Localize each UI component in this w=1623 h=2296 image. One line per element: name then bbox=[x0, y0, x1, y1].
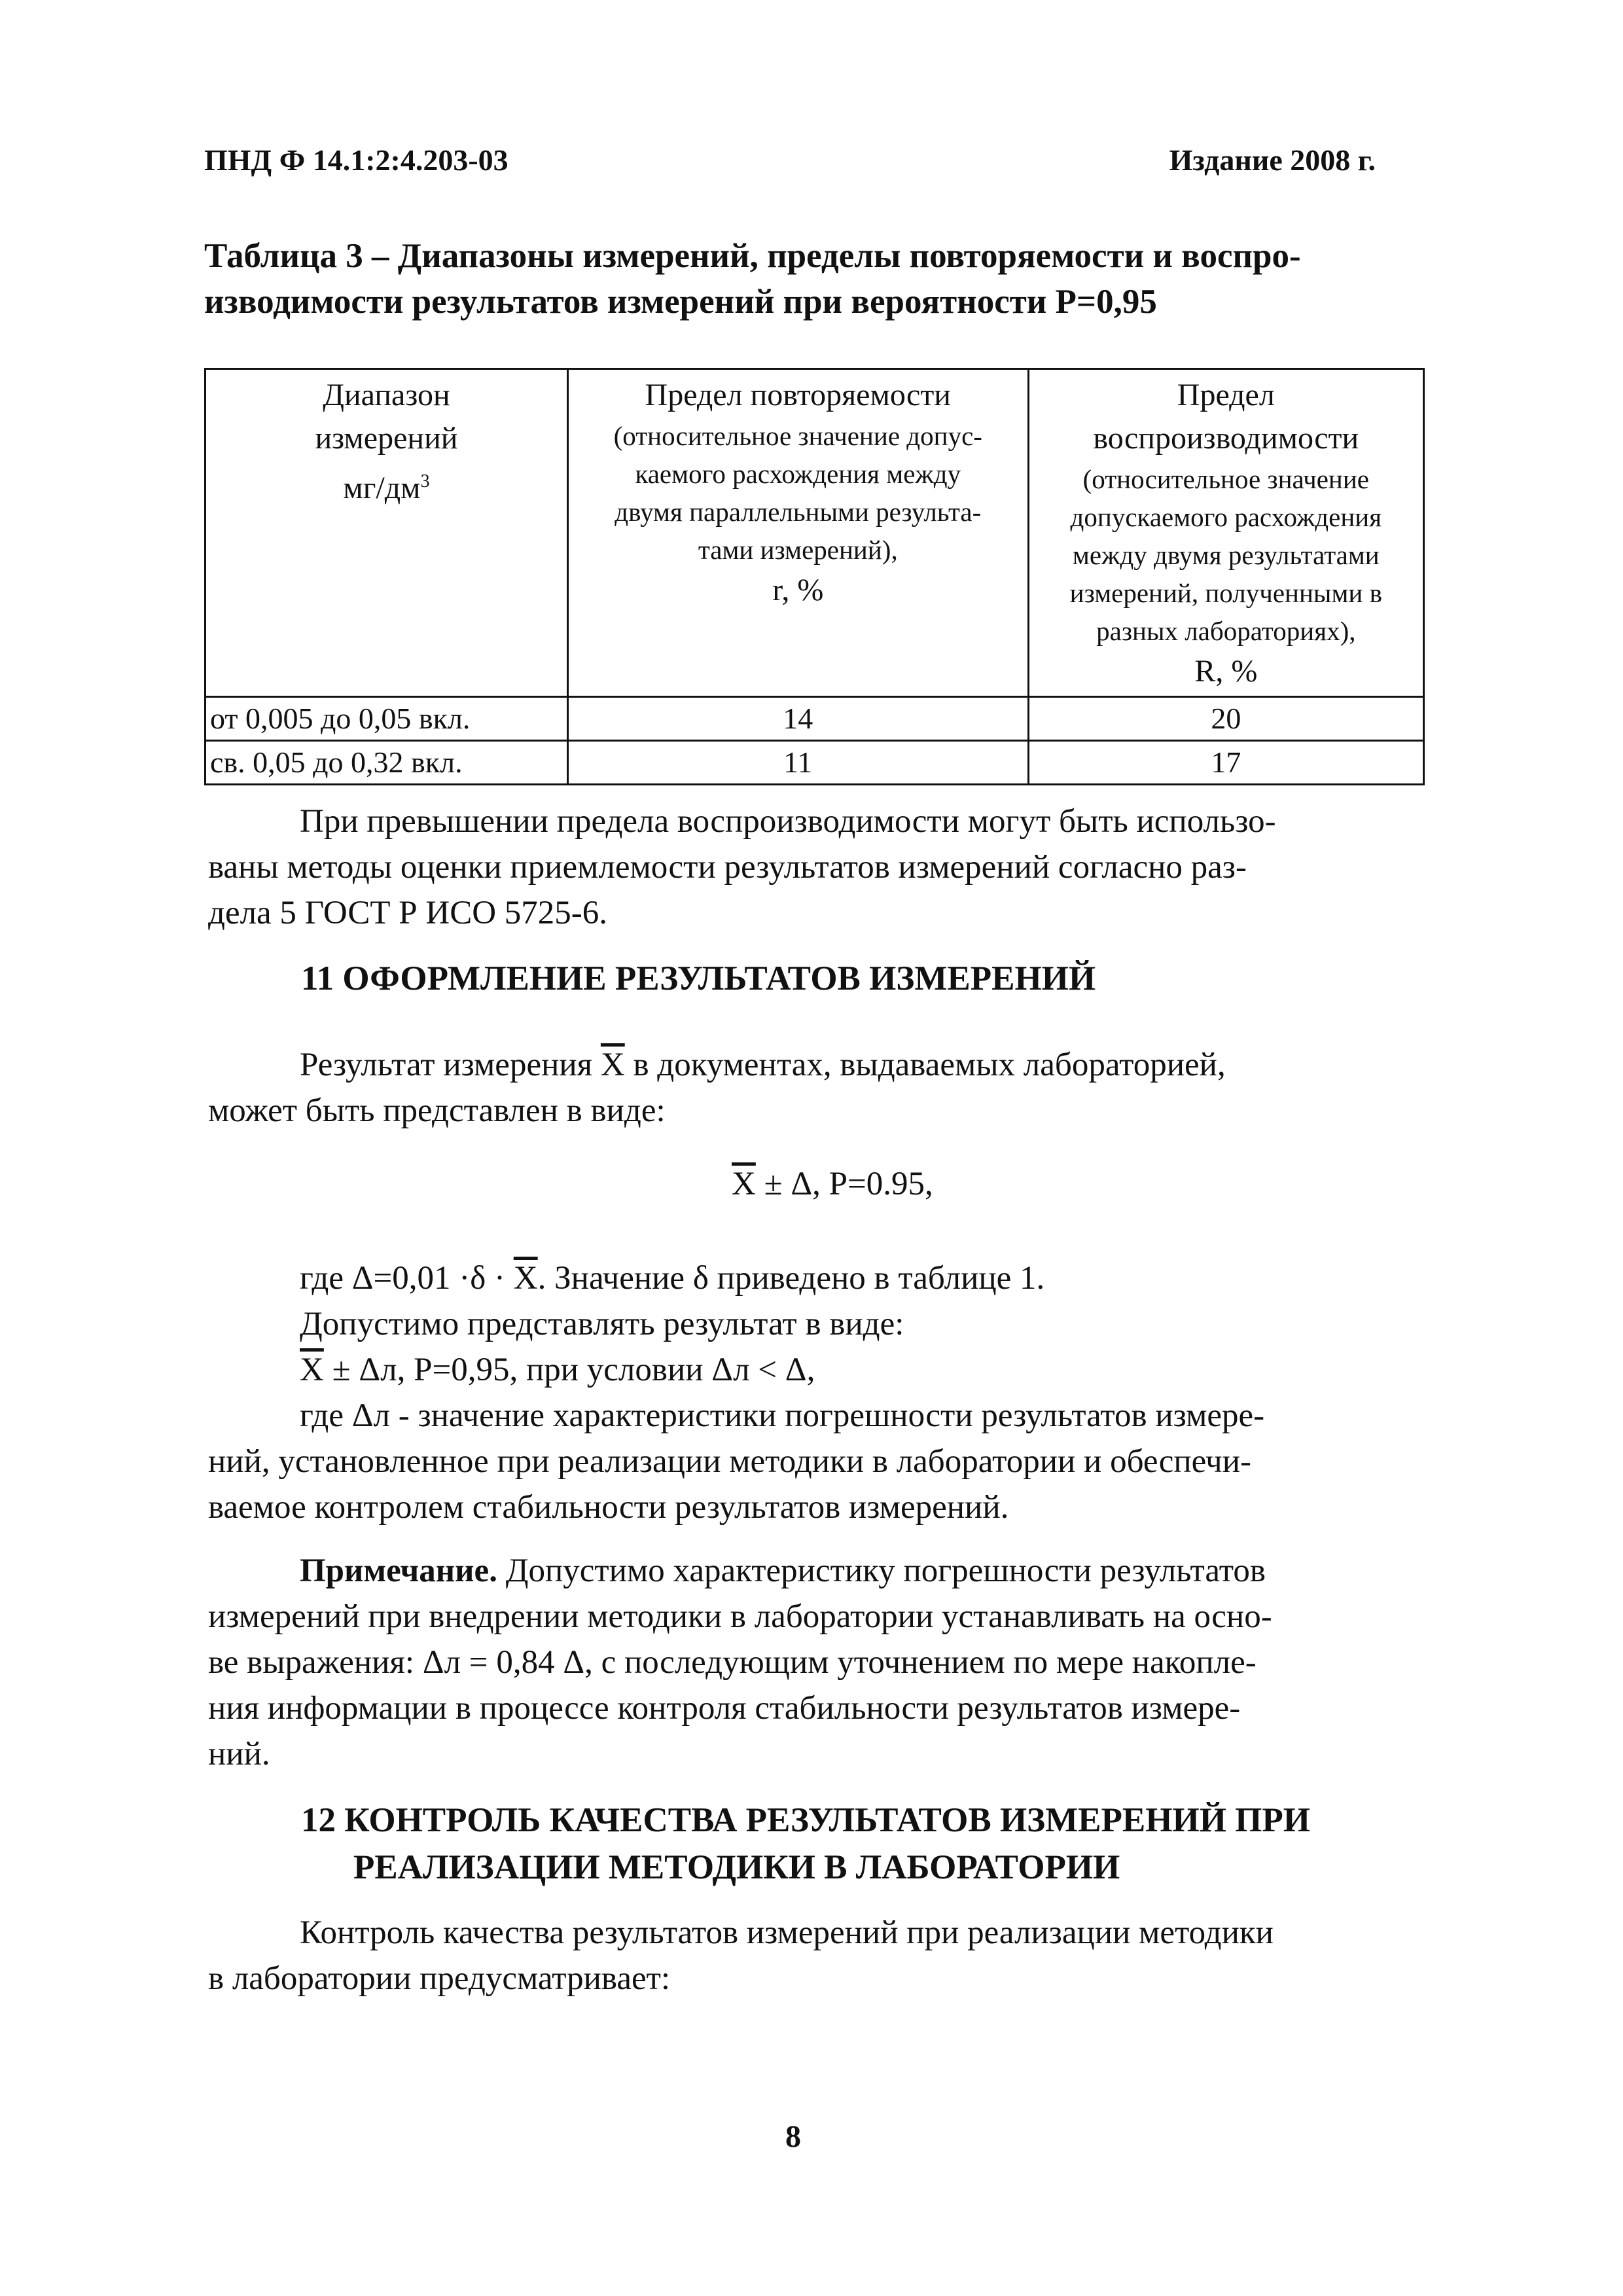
header-text: каемого расхождения между bbox=[635, 459, 961, 489]
text-line: При превышении предела воспроизводимости могут быть использо- bbox=[300, 803, 1276, 840]
text-line: Допустимо представлять результат в виде: bbox=[300, 1306, 904, 1342]
header-text: измерений, полученными в bbox=[1069, 578, 1382, 608]
header-text: Диапазон bbox=[323, 378, 450, 412]
note-paragraph bbox=[208, 1548, 1393, 1777]
header-cell-range bbox=[205, 369, 568, 697]
repeatability-cell: 11 bbox=[567, 741, 1028, 785]
text-line bbox=[208, 1548, 1393, 1594]
heading-line: 12 КОНТРОЛЬ КАЧЕСТВА РЕЗУЛЬТАТОВ ИЗМЕРЕНИЙ ПРИ bbox=[301, 1801, 1310, 1839]
reproducibility-cell: 17 bbox=[1028, 741, 1423, 785]
text-run: Результат измерения bbox=[300, 1047, 601, 1083]
reproducibility-cell: 20 bbox=[1028, 697, 1423, 741]
document-code: ПНД Ф 14.1:2:4.203-03 bbox=[204, 143, 508, 177]
where-paragraph bbox=[208, 1255, 1393, 1530]
page-number: 8 bbox=[785, 2119, 801, 2154]
text-run: где Δ=0,01 ·δ · bbox=[300, 1260, 514, 1297]
formula-line bbox=[208, 1347, 1393, 1393]
header-text: измерений bbox=[315, 421, 458, 456]
text-line: дела 5 ГОСТ Р ИСО 5725-6. bbox=[208, 895, 608, 931]
text-line: ний. bbox=[208, 1736, 270, 1772]
formula-text: ± Δл, P=0,95, при условии Δл < Δ, bbox=[323, 1352, 815, 1388]
measurement-ranges-table bbox=[204, 368, 1425, 785]
header-text: (относительное значение допус- bbox=[613, 421, 982, 451]
mean-symbol: $\overline{X}$ bbox=[732, 1166, 756, 1202]
text-line: ния информации в процессе контроля стабильности результатов измере- bbox=[208, 1690, 1241, 1727]
table-row bbox=[205, 741, 1424, 785]
header-unit bbox=[213, 460, 560, 510]
mean-symbol: $\overline{X}$ bbox=[513, 1260, 538, 1297]
formula-text: ± Δ, P=0.95, bbox=[755, 1166, 933, 1202]
text-line bbox=[208, 1042, 1393, 1088]
table-header-row bbox=[205, 369, 1424, 697]
table-caption-line: изводимости результатов измерений при вероятности P=0,95 bbox=[204, 283, 1157, 321]
header-text: r, % bbox=[772, 573, 824, 607]
repeatability-cell: 14 bbox=[567, 697, 1028, 741]
text-line: ваемое контролем стабильности результатов измерений. bbox=[208, 1489, 1009, 1526]
mean-symbol: $\overline{X}$ bbox=[300, 1352, 324, 1388]
section-12-heading bbox=[301, 1797, 1310, 1891]
header-text: Предел повторяемости bbox=[645, 378, 951, 412]
unit-superscript: 3 bbox=[420, 471, 430, 492]
text-line: ве выражения: Δл = 0,84 Δ, с последующим уточнением по мере накопле- bbox=[208, 1644, 1257, 1681]
section-11-heading: 11 ОФОРМЛЕНИЕ РЕЗУЛЬТАТОВ ИЗМЕРЕНИЙ bbox=[301, 960, 1096, 997]
header-cell-reproducibility bbox=[1028, 369, 1423, 697]
header-text: между двумя результатами bbox=[1072, 540, 1380, 570]
header-text: тами измерений), bbox=[698, 535, 898, 565]
text-run: в документах, выдаваемых лабораторией, bbox=[624, 1047, 1226, 1083]
header-text: разных лабораториях), bbox=[1096, 616, 1356, 646]
text-line: может быть представлен в виде: bbox=[208, 1092, 666, 1129]
text-line: измерений при внедрении методики в лаборатории устанавливать на осно- bbox=[208, 1598, 1272, 1635]
mean-symbol: $\overline{X}$ bbox=[600, 1047, 625, 1083]
unit-text: мг/дм bbox=[343, 471, 421, 505]
result-paragraph bbox=[208, 1042, 1393, 1134]
header-cell-repeatability bbox=[567, 369, 1028, 697]
table-caption bbox=[204, 233, 1428, 325]
header-text: (относительное значение bbox=[1082, 464, 1369, 494]
header-text: Предел bbox=[1177, 378, 1275, 412]
header-text: двумя параллельными результа- bbox=[615, 497, 982, 527]
header-text: R, % bbox=[1194, 654, 1258, 689]
text-line: в лаборатории предусматривает: bbox=[208, 1960, 671, 1997]
table-caption-line: Таблица 3 – Диапазоны измерений, пределы повторяемости и воспро- bbox=[204, 237, 1301, 275]
text-line: где Δл - значение характеристики погрешности результатов измере- bbox=[300, 1397, 1265, 1434]
header-text: допускаемого расхождения bbox=[1070, 502, 1382, 532]
text-run: Допустимо характеристику погрешности результатов bbox=[497, 1552, 1266, 1589]
text-line: ваны методы оценки приемлемости результатов измерений согласно раз- bbox=[208, 849, 1247, 886]
header-text: воспроизводимости bbox=[1093, 421, 1359, 456]
quality-control-paragraph bbox=[208, 1910, 1393, 2001]
table-row bbox=[205, 697, 1424, 741]
range-cell: от 0,005 до 0,05 вкл. bbox=[205, 697, 568, 741]
range-cell: св. 0,05 до 0,32 вкл. bbox=[205, 741, 568, 785]
text-line bbox=[208, 1255, 1393, 1301]
text-line: ний, установленное при реализации методики в лаборатории и обеспечи- bbox=[208, 1443, 1251, 1480]
edition-label: Издание 2008 г. bbox=[1169, 143, 1376, 177]
heading-line: РЕАЛИЗАЦИИ МЕТОДИКИ В ЛАБОРАТОРИИ bbox=[353, 1848, 1120, 1886]
note-label: Примечание. bbox=[300, 1552, 497, 1589]
reproducibility-paragraph bbox=[208, 798, 1393, 936]
text-run: . Значение δ приведено в таблице 1. bbox=[537, 1260, 1045, 1297]
formula-result bbox=[732, 1165, 933, 1203]
text-line: Контроль качества результатов измерений при реализации методики bbox=[300, 1914, 1274, 1951]
